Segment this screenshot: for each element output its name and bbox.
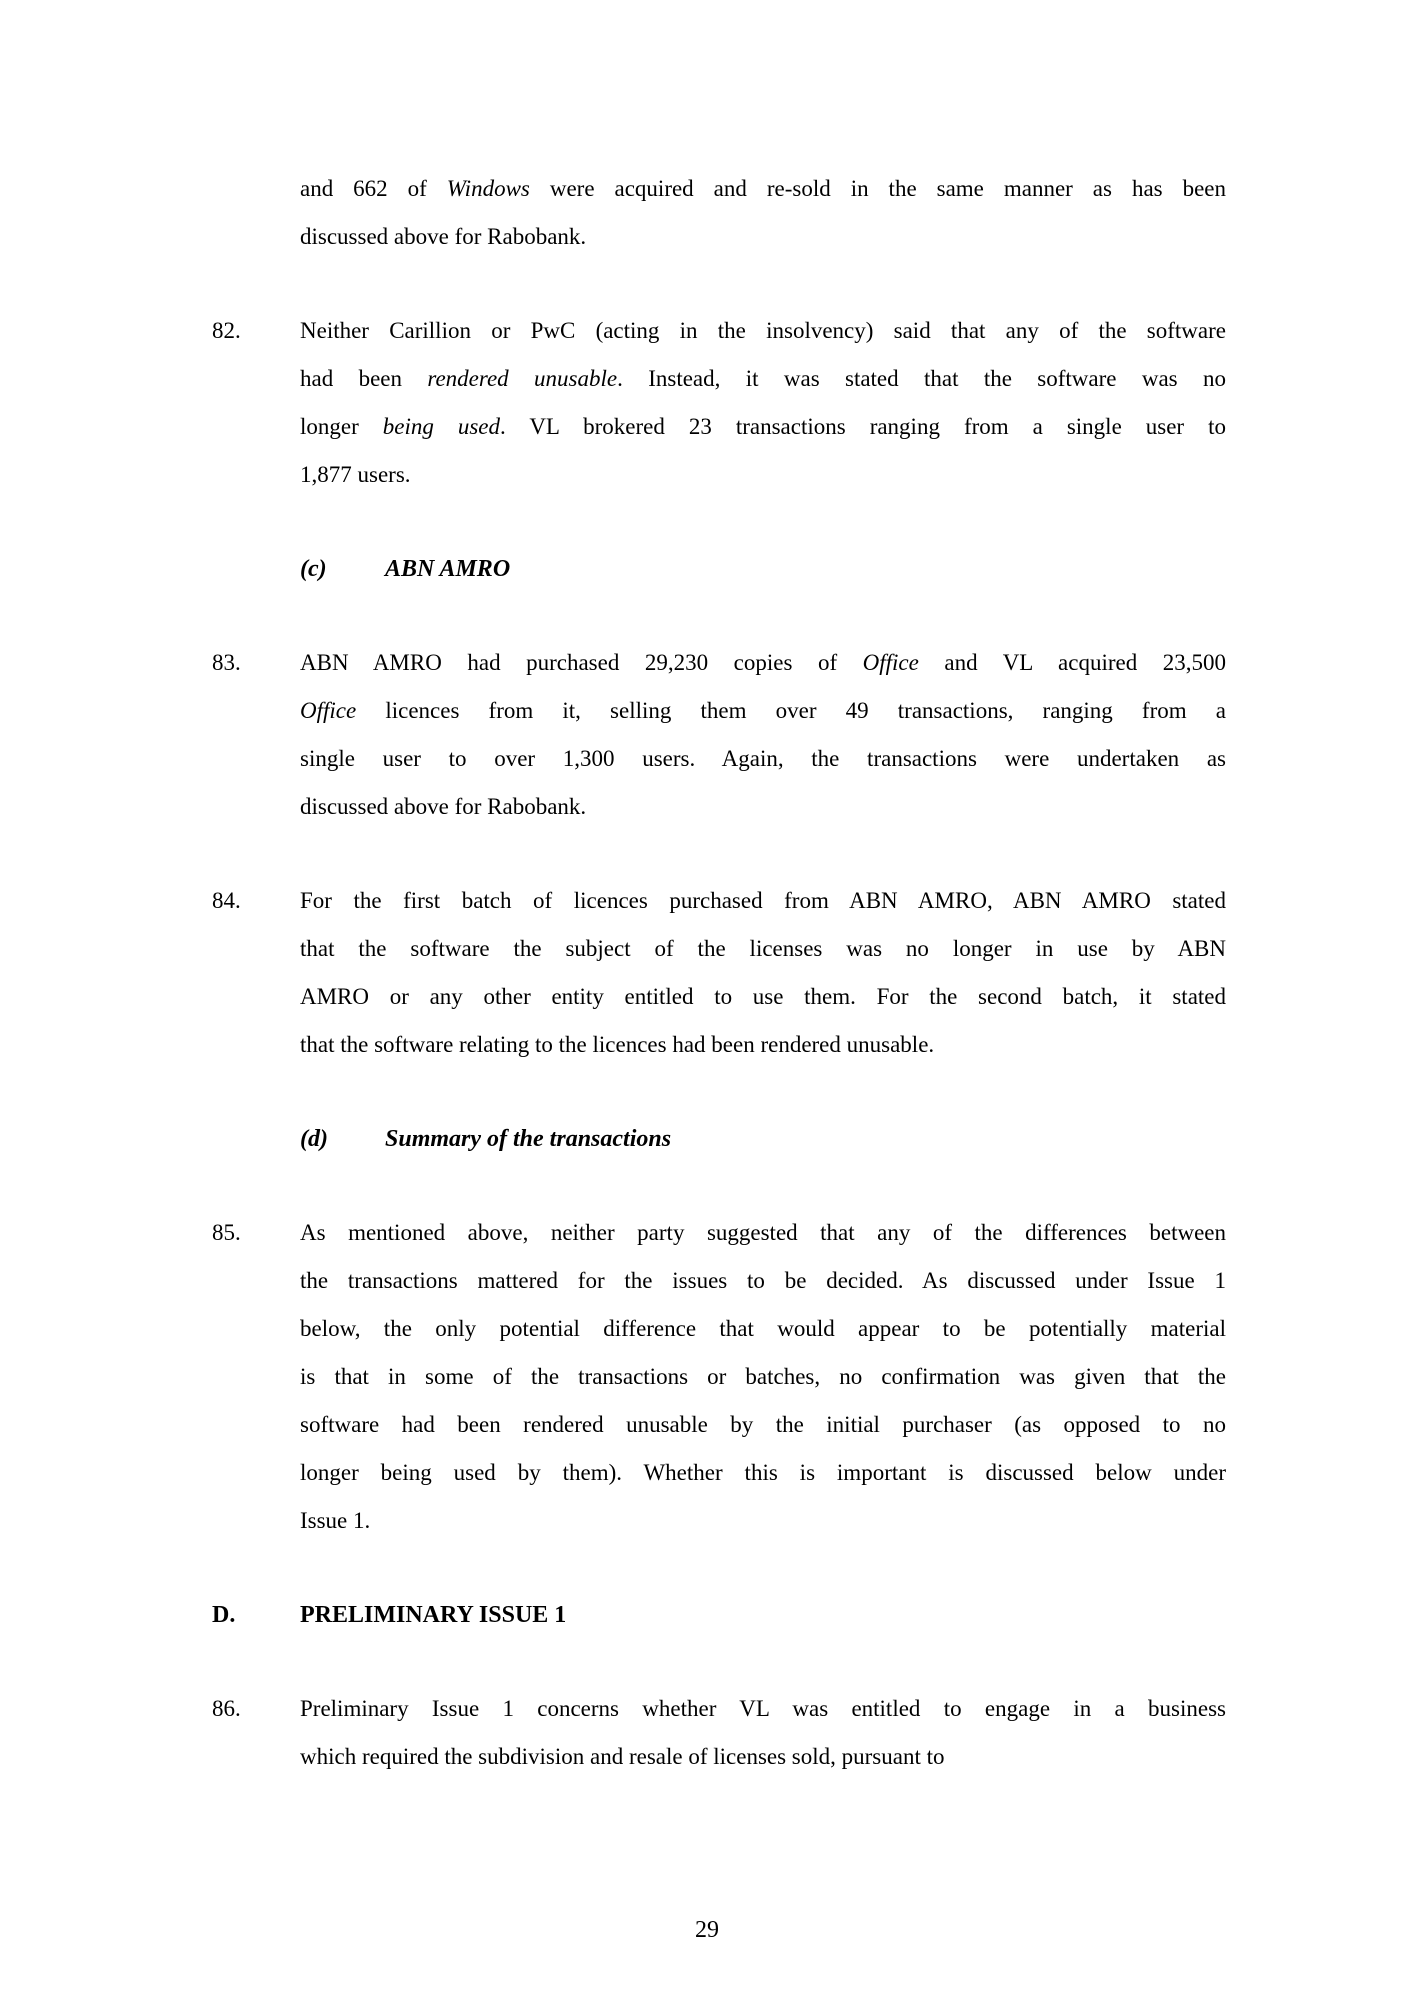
- text-line: software had been rendered unusable by the initial purchaser (as opposed to no: [300, 1412, 1226, 1437]
- paragraph-body: [300, 165, 1226, 261]
- text-line: As mentioned above, neither party suggested that any of the differences between: [300, 1220, 1226, 1245]
- text-line: is that in some of the transactions or batches, no confirmation was given that the: [300, 1364, 1226, 1389]
- text-line: had been rendered unusable. Instead, it was stated that the software was no: [300, 366, 1226, 391]
- paragraph-84: [212, 877, 1226, 1069]
- text-line: below, the only potential difference that would appear to be potentially material: [300, 1316, 1226, 1341]
- text-line: ABN AMRO had purchased 29,230 copies of Office and VL acquired 23,500: [300, 650, 1226, 675]
- paragraph-number: 84.: [212, 888, 241, 913]
- text-line: 1,877 users.: [300, 462, 411, 487]
- section-heading-c: [300, 545, 1226, 593]
- italic-text: being used: [382, 414, 500, 439]
- paragraph-body: [300, 877, 1226, 1069]
- text-line: longer being used by them). Whether this is important is discussed below under: [300, 1460, 1226, 1485]
- text-line: and 662 of Windows were acquired and re-sold in the same manner as has been: [300, 176, 1226, 201]
- heading-text: ABN AMRO: [385, 556, 511, 582]
- section-heading-d: [300, 1115, 1226, 1163]
- paragraph-number: 85.: [212, 1220, 241, 1245]
- document-content: [212, 165, 1226, 1781]
- paragraph-85: [212, 1209, 1226, 1545]
- text-line: which required the subdivision and resale of licenses sold, pursuant to: [300, 1744, 945, 1769]
- paragraph-continuation: [212, 165, 1226, 261]
- text-line: AMRO or any other entity entitled to use them. For the second batch, it stated: [300, 984, 1226, 1009]
- heading-label: D.: [212, 1602, 236, 1628]
- paragraph-body: [300, 1685, 1226, 1781]
- italic-text: Office: [862, 650, 919, 675]
- paragraph-number: 82.: [212, 318, 241, 343]
- heading-text: Summary of the transactions: [385, 1126, 672, 1152]
- text-line: discussed above for Rabobank.: [300, 224, 587, 249]
- text-line: Neither Carillion or PwC (acting in the insolvency) said that any of the software: [300, 318, 1226, 343]
- italic-text: Office: [300, 698, 357, 723]
- paragraph-body: [300, 1209, 1226, 1545]
- paragraph-86: [212, 1685, 1226, 1781]
- text-line: For the first batch of licences purchased from ABN AMRO, ABN AMRO stated: [300, 888, 1226, 913]
- paragraph-83: [212, 639, 1226, 831]
- text-line: Issue 1.: [300, 1508, 371, 1533]
- section-heading-D: [212, 1591, 1226, 1639]
- paragraph-number: 86.: [212, 1696, 241, 1721]
- heading-label: (c): [300, 556, 327, 582]
- text-line: that the software relating to the licences had been rendered unusable.: [300, 1032, 935, 1057]
- paragraph-number: 83.: [212, 650, 241, 675]
- text-line: the transactions mattered for the issues to be decided. As discussed under Issue 1: [300, 1268, 1226, 1293]
- paragraph-82: [212, 307, 1226, 499]
- paragraph-body: [300, 307, 1226, 499]
- paragraph-body: [300, 639, 1226, 831]
- heading-text: PRELIMINARY ISSUE 1: [300, 1602, 567, 1628]
- text-line: discussed above for Rabobank.: [300, 794, 587, 819]
- italic-text: Windows: [446, 176, 530, 201]
- paragraph-number: [212, 165, 300, 261]
- text-line: single user to over 1,300 users. Again, the transactions were undertaken as: [300, 746, 1226, 771]
- page-number: 29: [695, 1917, 719, 1943]
- text-line: longer being used. VL brokered 23 transactions ranging from a single user to: [300, 414, 1226, 439]
- italic-text: rendered unusable: [427, 366, 618, 391]
- heading-label: (d): [300, 1126, 328, 1152]
- text-line: Preliminary Issue 1 concerns whether VL was entitled to engage in a business: [300, 1696, 1226, 1721]
- text-line: that the software the subject of the licenses was no longer in use by ABN: [300, 936, 1226, 961]
- text-line: Office licences from it, selling them over 49 transactions, ranging from a: [300, 698, 1226, 723]
